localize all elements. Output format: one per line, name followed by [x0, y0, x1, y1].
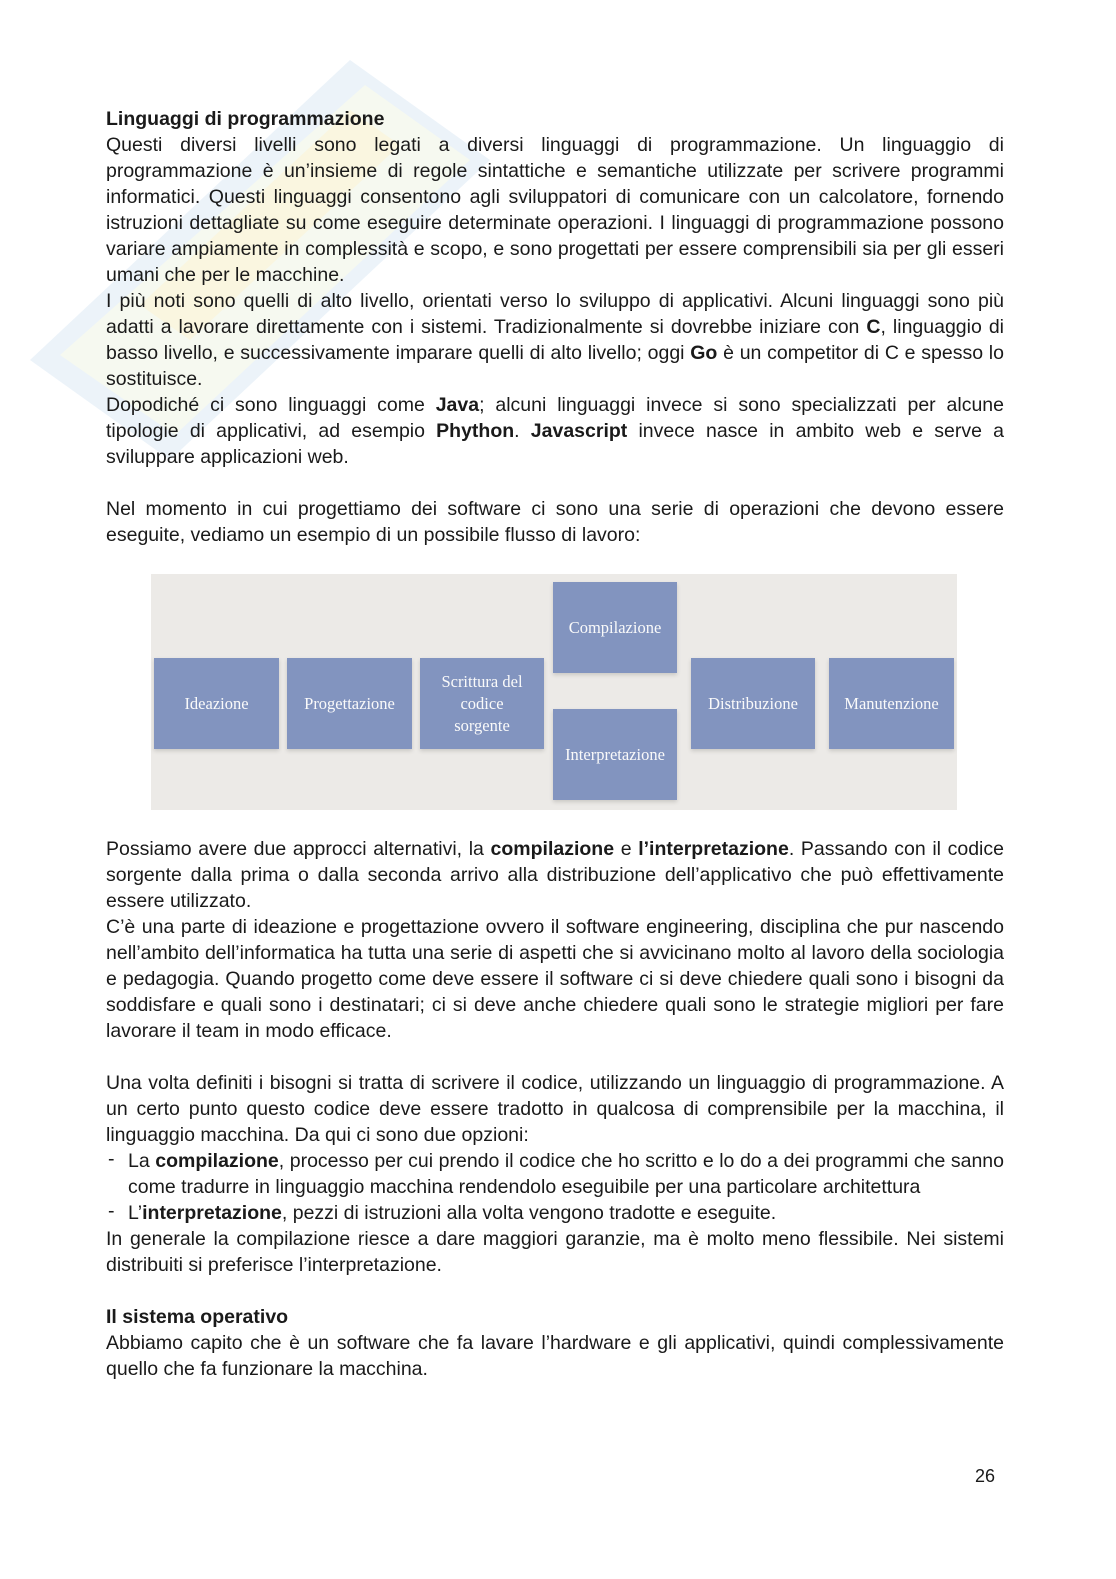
paragraph-sistema-operativo: Abbiamo capito che è un software che fa lavare l’hardware e gli applicativi, quindi complessivamente quello che fa funzionare la macchina.: [106, 1332, 1004, 1380]
step-ideazione: Ideazione: [154, 658, 279, 749]
heading-linguaggi: Linguaggi di programmazione: [106, 108, 385, 130]
page-number: 26: [975, 1466, 996, 1486]
paragraph-garanzie: In generale la compilazione riesce a dare maggiori garanzie, ma è molto meno flessibile. Nei sistemi distribuiti si preferisce l’interpretazione.: [106, 1228, 1004, 1276]
paragraph-software-engineering: C’è una parte di ideazione e progettazione ovvero il software engineering, disciplina che pur nascendo nell’ambito dell’informatica ha tutta una serie di aspetti che si avvicinano molto al lavoro della sociologia e pedagogia. Quando progetto come deve essere il software ci si deve chiedere quali sono i bisogni da soddisfare e quali sono i destinatari; ci si deve anche chiedere quali sono le strategie migliori per fare lavorare il team in modo efficace.: [106, 916, 1004, 1042]
step-scrittura: Scrittura del codice sorgente: [420, 658, 544, 749]
step-compilazione: Compilazione: [553, 582, 677, 673]
step-manutenzione: Manutenzione: [829, 658, 954, 749]
step-progettazione: Progettazione: [287, 658, 412, 749]
paragraph-flusso: Nel momento in cui progettiamo dei software ci sono una serie di operazioni che devono essere eseguite, vediamo un esempio di un possibile flusso di lavoro:: [106, 498, 1004, 546]
page-content: [106, 106, 1004, 1382]
heading-sistema-operativo: Il sistema operativo: [106, 1306, 289, 1328]
paragraph-approcci: Possiamo avere due approcci alternativi, la compilazione e l’interpretazione. Passando con il codice sorgente dalla prima o dalla seconda arrivo alla distribuzione dell’applicativo che può effettivamente essere utilizzato.: [106, 838, 1004, 912]
list-item-compilazione: - La compilazione, processo per cui prendo il codice che ho scritto e lo do a dei programmi che sanno come tradurre in linguaggio macchina rendendolo eseguibile per una particolare architettura: [106, 1148, 1004, 1200]
paragraph-alto-livello: I più noti sono quelli di alto livello, orientati verso lo sviluppo di applicativi. Alcuni linguaggi sono più adatti a lavorare direttamente con i sistemi. Tradizionalmente si dovrebbe iniziare con C, linguaggio di basso livello, e successivamente imparare quelli di alto livello; oggi Go è un competitor di C e spesso lo sostituisce.: [106, 290, 1004, 390]
paragraph-codice: Una volta definiti i bisogni si tratta di scrivere il codice, utilizzando un linguaggio di programmazione. A un certo punto questo codice deve essere tradotto in qualcosa di comprensibile per la macchina, il linguaggio macchina. Da qui ci sono due opzioni:: [106, 1072, 1004, 1146]
paragraph-linguaggi-intro: Questi diversi livelli sono legati a diversi linguaggi di programmazione. Un linguaggio di programmazione è un’insieme di regole sintattiche e semantiche utilizzate per scrivere programmi informatici. Questi linguaggi consentono agli sviluppatori di comunicare con un calcolatore, fornendo istruzioni dettagliate su come eseguire determinate operazioni. I linguaggi di programmazione possono variare ampiamente in complessità e scopo, e sono progettati per essere comprensibili sia per gli esseri umani che per le macchine.: [106, 134, 1004, 286]
paragraph-java: Dopodiché ci sono linguaggi come Java; alcuni linguaggi invece si sono specializzati per alcune tipologie di applicativi, ad esempio Phython. Javascript invece nasce in ambito web e serve a sviluppare applicazioni web.: [106, 394, 1004, 468]
list-item-interpretazione: - L’interpretazione, pezzi di istruzioni alla volta vengono tradotte e eseguite.: [106, 1200, 1004, 1226]
step-distribuzione: Distribuzione: [691, 658, 815, 749]
step-interpretazione: Interpretazione: [553, 709, 677, 800]
options-list: [106, 1148, 1004, 1226]
workflow-diagram: [151, 574, 957, 810]
